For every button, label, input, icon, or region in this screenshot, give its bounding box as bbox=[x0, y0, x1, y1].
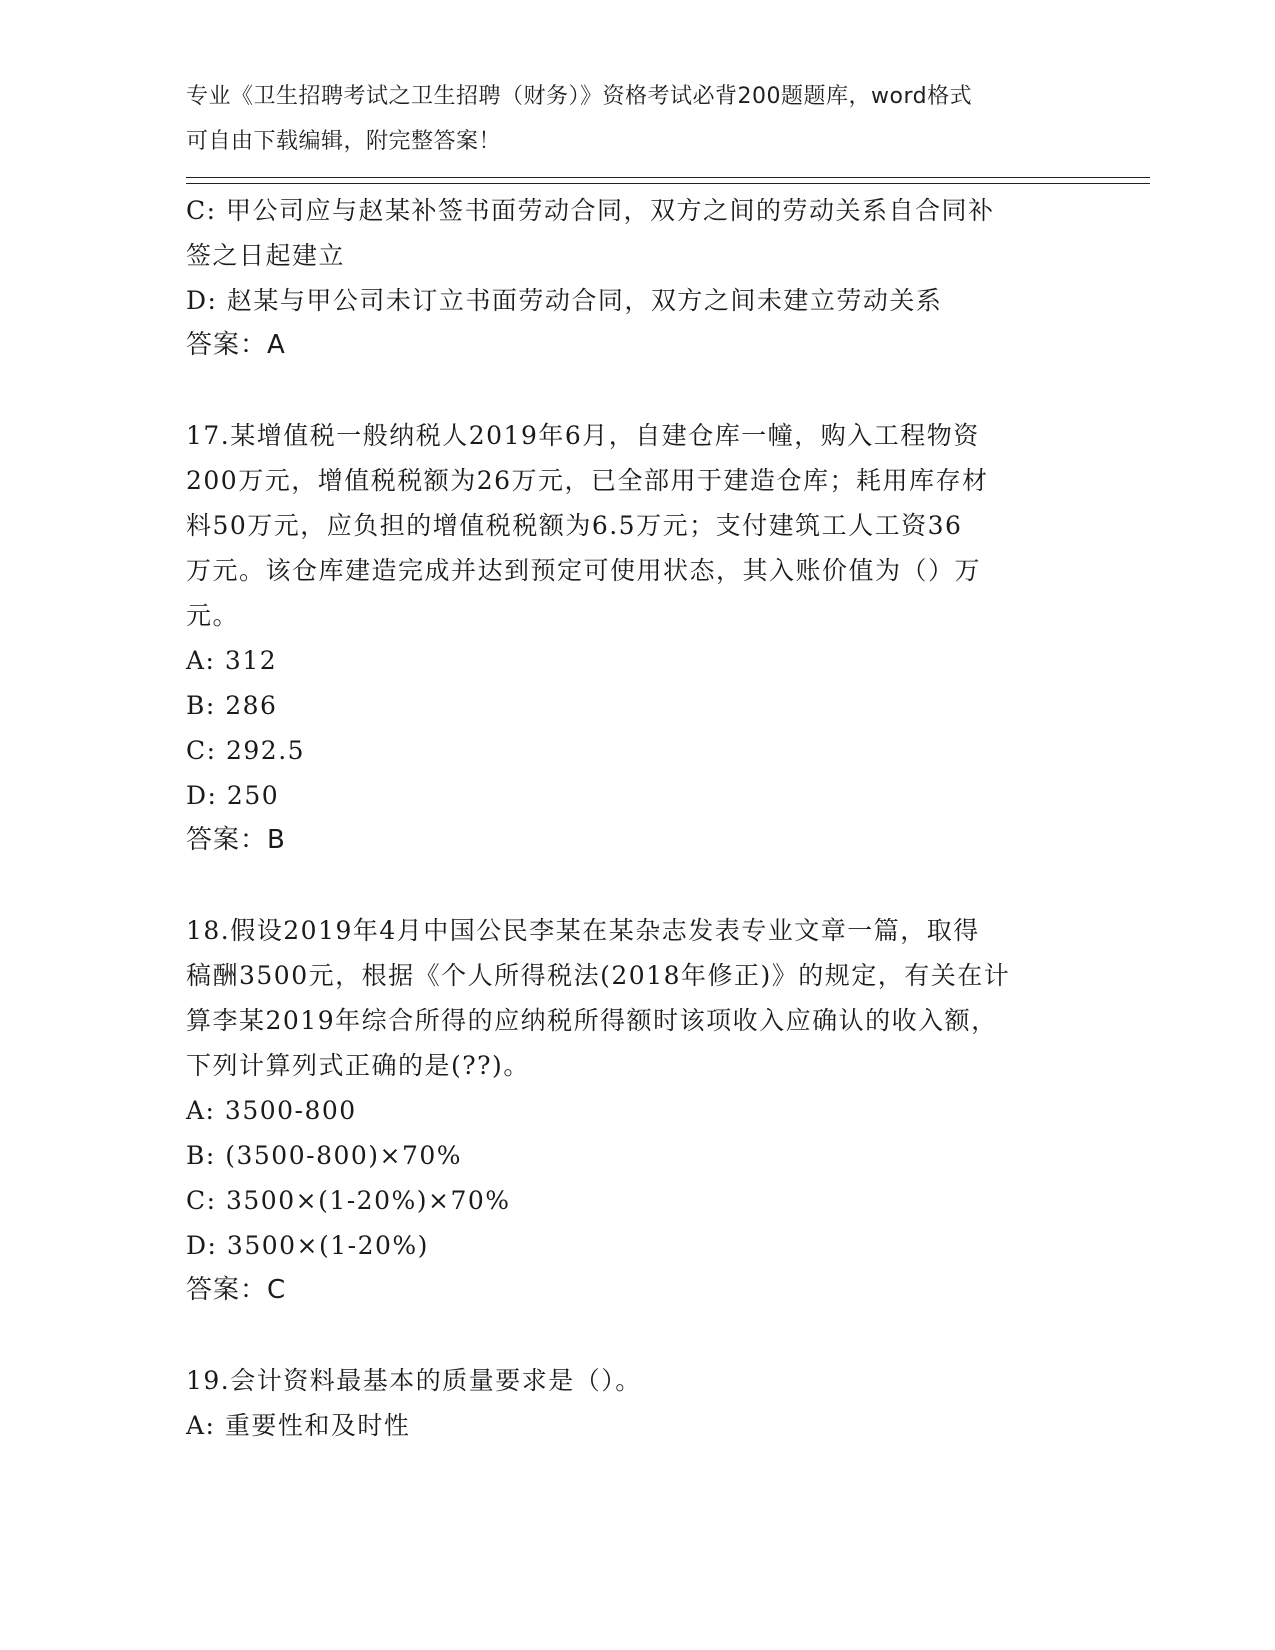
header-title-line-2: 可自由下载编辑，附完整答案！ bbox=[186, 129, 502, 154]
question-19 bbox=[186, 1358, 1106, 1448]
q18-stem-line-2: 稿酬3500元，根据《个人所得税法(2018年修正)》的规定，有关在计 bbox=[186, 961, 1011, 990]
q18-option-d: D: 3500×(1-20%) bbox=[186, 1231, 429, 1260]
header-divider-top bbox=[186, 177, 1150, 178]
spacer bbox=[186, 368, 1106, 413]
q17-stem-line-2: 200万元，增值税税额为26万元，已全部用于建造仓库；耗用库存材 bbox=[186, 466, 989, 495]
header-title-line-1: 专业《卫生招聘考试之卫生招聘（财务）》资格考试必背200题题库，word格式 bbox=[186, 84, 973, 109]
q17-option-d: D: 250 bbox=[186, 781, 280, 810]
q17-stem-line-4: 万元。该仓库建造完成并达到预定可使用状态，其入账价值为（）万 bbox=[186, 556, 982, 585]
q16-answer: 答案：A bbox=[186, 330, 286, 360]
q16-option-c-line-2: 签之日起建立 bbox=[186, 241, 346, 270]
q18-stem-line-1: 18.假设2019年4月中国公民李某在某杂志发表专业文章一篇，取得 bbox=[186, 916, 980, 945]
q19-option-a: A: 重要性和及时性 bbox=[186, 1411, 411, 1440]
spacer bbox=[186, 863, 1106, 908]
q17-answer: 答案：B bbox=[186, 825, 286, 855]
q16-option-d: D: 赵某与甲公司未订立书面劳动合同，双方之间未建立劳动关系 bbox=[186, 286, 943, 315]
question-17 bbox=[186, 413, 1106, 863]
q17-stem-line-5: 元。 bbox=[186, 601, 240, 630]
q16-option-c-line-1: C: 甲公司应与赵某补签书面劳动合同，双方之间的劳动关系自合同补 bbox=[186, 196, 995, 225]
question-18 bbox=[186, 908, 1106, 1313]
q17-option-b: B: 286 bbox=[186, 691, 278, 720]
q17-option-a: A: 312 bbox=[186, 646, 278, 675]
spacer bbox=[186, 1313, 1106, 1358]
q18-option-b: B: (3500-800)×70% bbox=[186, 1141, 463, 1170]
q18-stem-line-4: 下列计算列式正确的是(??)。 bbox=[186, 1051, 530, 1080]
q17-stem-line-3: 料50万元，应负担的增值税税额为6.5万元；支付建筑工人工资36 bbox=[186, 511, 963, 540]
q17-stem-line-1: 17.某增值税一般纳税人2019年6月，自建仓库一幢，购入工程物资 bbox=[186, 421, 980, 450]
q18-option-a: A: 3500-800 bbox=[186, 1096, 357, 1125]
header-divider-bottom bbox=[186, 183, 1150, 184]
question-content bbox=[186, 188, 1106, 1448]
q18-stem-line-3: 算李某2019年综合所得的应纳税所得额时该项收入应确认的收入额， bbox=[186, 1006, 998, 1035]
q17-option-c: C: 292.5 bbox=[186, 736, 306, 765]
question-16 bbox=[186, 188, 1106, 368]
q18-answer: 答案：C bbox=[186, 1275, 287, 1305]
q19-stem: 19.会计资料最基本的质量要求是（）。 bbox=[186, 1366, 642, 1395]
document-header bbox=[186, 74, 1066, 164]
q18-option-c: C: 3500×(1-20%)×70% bbox=[186, 1186, 511, 1215]
